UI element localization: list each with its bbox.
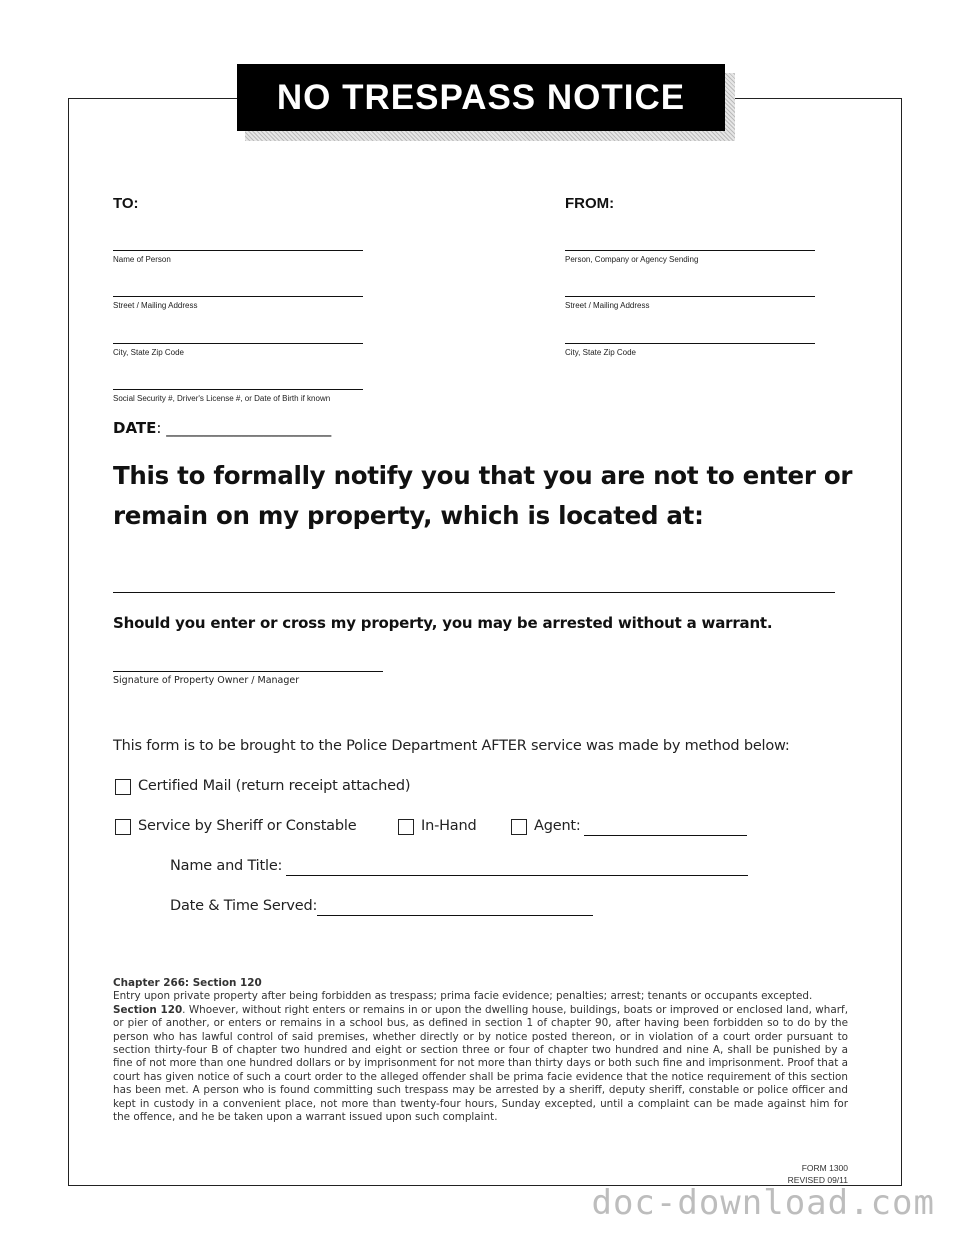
in-hand-checkbox[interactable] xyxy=(398,819,414,835)
signature-caption: Signature of Property Owner / Manager xyxy=(113,675,300,686)
to-name-line[interactable] xyxy=(113,250,363,251)
signature-line[interactable] xyxy=(113,671,383,672)
in-hand-label: In-Hand xyxy=(421,818,477,834)
sheriff-label: Service by Sheriff or Constable xyxy=(138,818,357,834)
notice-text: This to formally notify you that you are not to enter or remain on my property, which is located at: xyxy=(113,461,853,530)
agent-line[interactable] xyxy=(584,835,747,836)
legal-section-text: . Whoever, without right enters or remains in or upon the dwelling house, buildings, boats or improved or enclosed land, wharf, or pier of another, or enters or remains in a school bus, as defined in section 1 of chapter 90, after having been forbidden so to do by the person who has lawful control of said premises, whether directly or by notice posted thereon, or in violation of a court order pursuant to section thirty-four B of chapter two hundred and eight or section three or four of chapter two hundred and nine A, shall be punished by a fine of not more than one hundred dollars or by imprisonment for not more than thirty days or both such fine and imprisonment. Proof that a court has given notice of such a court order to the alleged offender shall be prima facie evidence that the notice requirement of this section has been met. A person who is found committing such trespass may be arrested by a sheriff, deputy sheriff, constable or police officer and kept in custody in a convenient place, not more than twenty-four hours, Sunday excepted, until a complaint can be made against him for the offence, and he be taken upon a warrant issued upon such complaint. xyxy=(113,1003,848,1124)
to-name-caption: Name of Person xyxy=(113,255,171,264)
legal-heading: Chapter 266: Section 120 xyxy=(113,977,262,989)
date-field[interactable] xyxy=(113,419,331,437)
from-sender-line[interactable] xyxy=(565,250,815,251)
from-street-line[interactable] xyxy=(565,296,815,297)
certified-mail-label: Certified Mail (return receipt attached) xyxy=(138,778,411,794)
to-street-line[interactable] xyxy=(113,296,363,297)
name-title-label: Name and Title: xyxy=(170,858,283,874)
legal-section-label: Section 120 xyxy=(113,1003,183,1016)
date-blank: : ______________________ xyxy=(156,419,332,437)
legal-summary: Entry upon private property after being forbidden as trespass; prima facie evidence; penalties; arrest; tenants or occupants excepted. xyxy=(113,990,813,1003)
from-city-line[interactable] xyxy=(565,343,815,344)
from-label: FROM: xyxy=(565,195,615,212)
date-time-label: Date & Time Served: xyxy=(170,898,318,914)
certified-mail-checkbox[interactable] xyxy=(115,779,131,795)
form-title: NO TRESPASS NOTICE xyxy=(237,64,725,131)
property-address-line[interactable] xyxy=(113,592,835,593)
watermark: doc-download.com xyxy=(591,1183,935,1223)
to-city-caption: City, State Zip Code xyxy=(113,348,184,357)
from-sender-caption: Person, Company or Agency Sending xyxy=(565,255,699,264)
from-city-caption: City, State Zip Code xyxy=(565,348,636,357)
date-label: DATE xyxy=(113,419,157,437)
to-city-line[interactable] xyxy=(113,343,363,344)
form-number: FORM 1300 xyxy=(801,1163,848,1173)
to-id-caption: Social Security #, Driver's License #, or Date of Birth if known xyxy=(113,394,331,403)
warning-text: Should you enter or cross my property, you may be arrested without a warrant. xyxy=(113,614,773,632)
from-street-caption: Street / Mailing Address xyxy=(565,301,650,310)
service-instruction: This form is to be brought to the Police Department AFTER service was made by method below: xyxy=(113,738,790,754)
to-label: TO: xyxy=(113,195,139,212)
sheriff-checkbox[interactable] xyxy=(115,819,131,835)
to-street-caption: Street / Mailing Address xyxy=(113,301,198,310)
legal-section xyxy=(113,977,848,1124)
revised-date: REVISED 09/11 xyxy=(787,1175,848,1185)
to-id-line[interactable] xyxy=(113,389,363,390)
date-time-line[interactable] xyxy=(317,915,593,916)
name-title-line[interactable] xyxy=(286,875,748,876)
agent-checkbox[interactable] xyxy=(511,819,527,835)
agent-label: Agent: xyxy=(534,818,581,834)
